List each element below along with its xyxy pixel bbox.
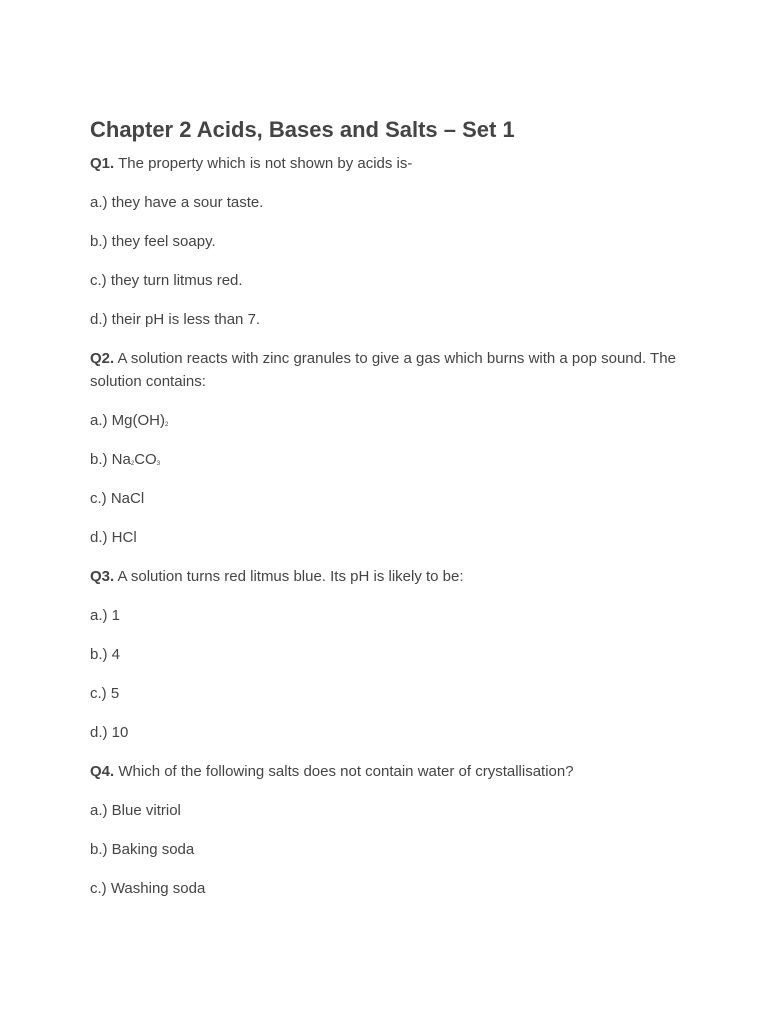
- option-q3-b: b.) 4: [90, 646, 121, 663]
- page-title: Chapter 2 Acids, Bases and Salts – Set 1: [90, 117, 515, 142]
- option-q4-a: a.) Blue vitriol: [90, 802, 181, 819]
- question-number: Q3.: [90, 568, 115, 585]
- option-q2-a: [90, 409, 690, 432]
- option-q4-c: c.) Washing soda: [90, 880, 206, 897]
- question-1: [90, 152, 690, 175]
- option-text: CO: [134, 451, 157, 468]
- question-text: A solution reacts with zinc granules to give a gas which burns with a pop sound. The solution contains:: [90, 350, 676, 390]
- option-q2-b: [90, 448, 690, 471]
- option-text: a.) Mg(OH): [90, 412, 165, 429]
- document-page: [90, 115, 690, 916]
- question-3: [90, 565, 690, 588]
- question-number: Q1.: [90, 155, 115, 172]
- question-text: The property which is not shown by acids is-: [118, 155, 413, 172]
- option-q3-a: a.) 1: [90, 607, 121, 624]
- question-number: Q2.: [90, 350, 115, 367]
- option-q1-c: c.) they turn litmus red.: [90, 272, 243, 289]
- question-text: A solution turns red litmus blue. Its pH is likely to be:: [117, 568, 464, 585]
- option-q3-d: d.) 10: [90, 724, 129, 741]
- option-q2-c: c.) NaCl: [90, 490, 145, 507]
- subscript: 2: [165, 422, 169, 428]
- subscript: 2: [130, 461, 135, 467]
- question-2: [90, 347, 690, 393]
- option-q4-b: b.) Baking soda: [90, 841, 195, 858]
- option-text: b.) Na: [90, 451, 131, 468]
- option-q3-c: c.) 5: [90, 685, 120, 702]
- option-q1-b: b.) they feel soapy.: [90, 233, 216, 250]
- question-4: [90, 760, 690, 783]
- option-q1-d: d.) their pH is less than 7.: [90, 311, 261, 328]
- question-number: Q4.: [90, 763, 115, 780]
- subscript: 3: [156, 461, 161, 467]
- question-text: Which of the following salts does not contain water of crystallisation?: [118, 763, 574, 780]
- option-q2-d: d.) HCl: [90, 529, 137, 546]
- option-q1-a: a.) they have a sour taste.: [90, 194, 264, 211]
